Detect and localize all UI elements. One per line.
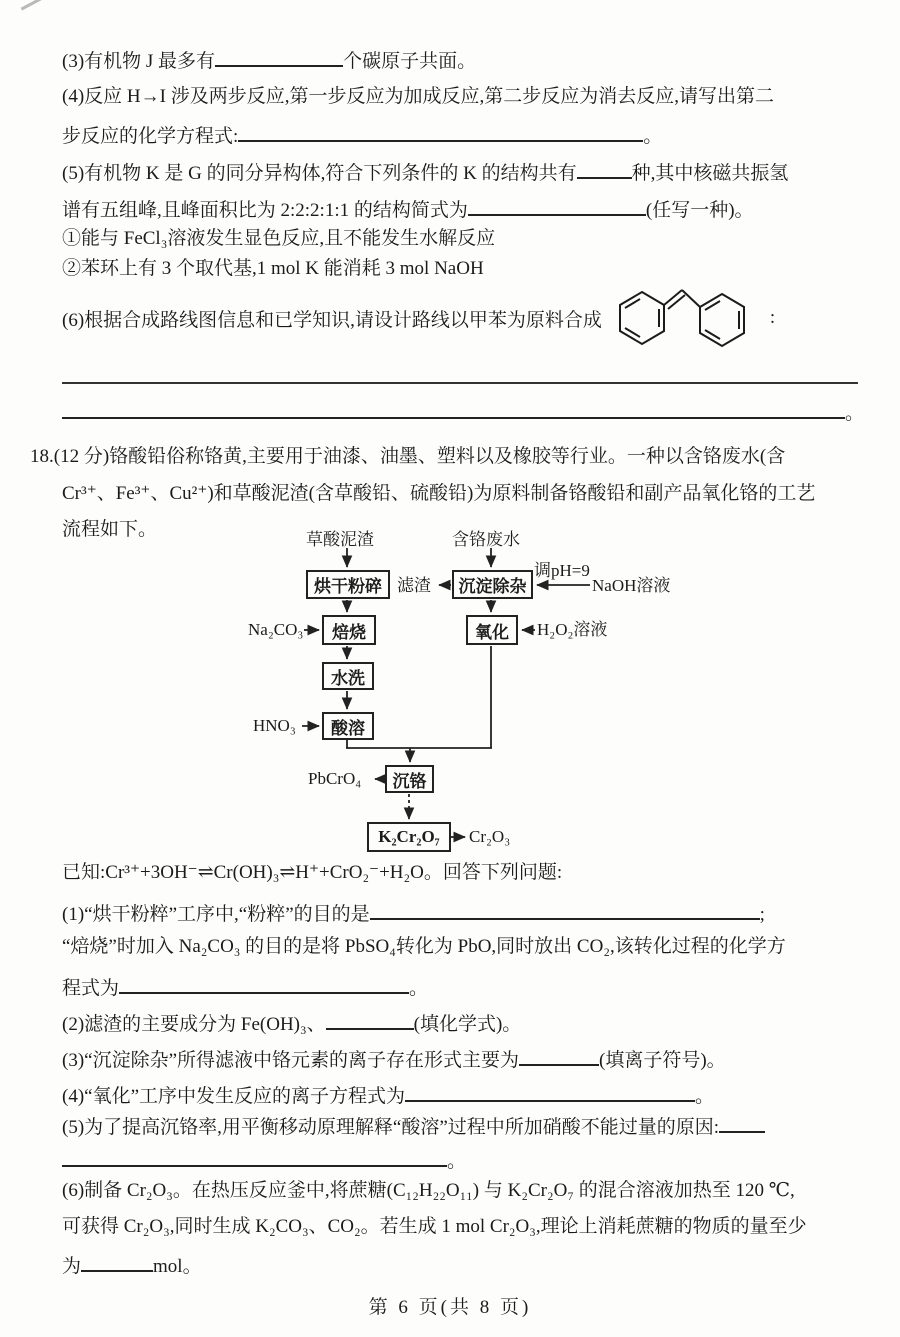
scan-artifact [21,0,44,10]
q18-q4-period: 。 [695,1086,715,1107]
q17-item6-text: (6)根据合成路线图信息和已学知识,请设计路线以甲苯为原料合成 [62,309,602,331]
q18-q5-text1: (5)为了提高沉铬率,用平衡移动原理解释“酸溶”过程中所加硝酸不能过量的原因: [62,1117,720,1138]
flow-label-naoh-solution: NaOH溶液 [592,576,671,595]
q18-intro-line2 [62,483,815,505]
q17-item5-text4: (任写一种)。 [645,200,754,221]
q17-condition2-text: ②苯环上有 3 个取代基,1 mol K 能消耗 3 mol NaOH [62,258,484,279]
flow-box-oxidize: 氧化 [466,615,518,645]
q18-q6-line1 [62,1180,795,1202]
q17-condition1-text: ①能与 FeCl₃溶液发生显色反应,且不能发生水解反应 [62,228,496,249]
flow-box-dry-crush: 烘干粉碎 [306,570,390,599]
q18-intro-text2: Cr³⁺、Fe³⁺、Cu²⁺)和草酸泥渣(含草酸铅、硫酸铅)为原料制备铬酸铅和副产品氧化铬的工艺 [62,483,816,504]
q17-item4-period: 。 [643,126,663,147]
process-flowchart [240,528,700,863]
q18-q1-semicolon: ; [759,904,765,925]
answer-rule-period: 。 [845,403,865,424]
answer-rule-2-line [62,398,864,425]
q18-q5-line2 [62,1146,466,1173]
flow-label-hno3: HNO₃ [253,716,296,735]
page-number: 第 6 页(共 8 页) [368,1297,532,1318]
q17-condition1 [62,228,495,250]
flow-label-na2co3: Na₂CO₃ [248,620,304,639]
answer-blank [119,973,409,994]
q18-intro-line1 [30,446,785,468]
flow-label-cr2o3: Cr₂O₃ [469,827,511,846]
q18-q1-text2: “焙烧”时加入 Na₂CO₃ 的目的是将 PbSO₄转化为 PbO,同时放出 CO₂,该转化过程的化学方 [62,936,786,957]
q17-item3-line [62,46,476,73]
answer-blank [62,1146,447,1167]
q18-q1-line2 [62,936,786,958]
q18-q2-line [62,1009,521,1036]
answer-blank [519,1045,599,1066]
q18-known-text: 已知:Cr³⁺+3OH⁻⇌Cr(OH)₃⇌H⁺+CrO₂⁻+H₂O。回答下列问题: [62,862,563,883]
answer-rule-2 [62,398,845,419]
q18-q3-line [62,1045,726,1072]
flow-label-h2o2-solution: H₂O₂溶液 [537,620,608,639]
flow-label-pbcro4: PbCrO₄ [308,769,362,788]
q17-item5-text2: 种,其中核磁共振氢 [631,163,789,184]
flow-input-chromium-wastewater: 含铬废水 [452,530,520,549]
answer-rule-1 [62,382,858,384]
flow-box-k2cr2o7: K₂Cr₂O₇ [367,822,451,852]
q18-q4-text1: (4)“氧化”工序中发生反应的离子方程式为 [62,1086,406,1107]
q18-q6-line3 [62,1251,202,1278]
flow-box-precipitate-impurity: 沉淀除杂 [452,570,533,599]
q18-q3-text2: (填离子符号)。 [599,1050,726,1071]
answer-blank [215,46,343,67]
q18-q6-text4: mol。 [153,1256,202,1277]
q18-intro-line3 [62,519,157,541]
flow-input-oxalic-sludge: 草酸泥渣 [306,530,374,549]
q17-item6-line [62,280,775,356]
q17-item4-line2 [62,121,662,148]
answer-blank [405,1081,695,1102]
answer-blank [326,1009,414,1030]
answer-blank [719,1112,765,1133]
q17-item4-text2: 步反应的化学方程式: [62,126,239,147]
q18-q1-text1: (1)“烘干粉粹”工序中,“粉粹”的目的是 [62,904,370,925]
q18-q1-line3 [62,973,428,1000]
answer-blank [468,195,646,216]
q18-q2-text2: (填化学式)。 [413,1014,522,1035]
q17-item4-text1: (4)反应 H→I 涉及两步反应,第一步反应为加成反应,第二步反应为消去反应,请写出第二 [62,86,774,107]
q17-item5-text3: 谱有五组峰,且峰面积比为 2:2:2:1:1 的结构简式为 [62,200,468,221]
q17-item5-line1 [62,158,788,185]
q18-intro-text1: 18.(12 分)铬酸铅俗称铬黄,主要用于油漆、油墨、塑料以及橡胶等行业。一种以含铬废水(含 [30,446,786,467]
q18-q1-period: 。 [409,978,429,999]
q18-q5-line1 [62,1112,765,1139]
q18-q1-text3: 程式为 [62,978,120,999]
flow-box-water-wash: 水洗 [322,662,374,690]
stilbene-structure [602,280,770,356]
answer-blank [238,121,643,142]
q18-q5-period: 。 [447,1151,467,1172]
q18-q6-text3: 为 [62,1256,82,1277]
answer-blank [577,158,632,179]
q17-condition2 [62,258,484,280]
q18-known-equation [62,862,562,884]
flow-label-filter-residue: 滤渣 [397,576,431,595]
flow-box-roast: 焙烧 [322,615,376,645]
q17-item3-text: (3)有机物 J 最多有 [62,51,216,72]
q18-q6-line2 [62,1216,807,1238]
q17-item5-line2 [62,195,754,222]
q17-item4-line1 [62,86,774,108]
q18-q4-line [62,1081,714,1108]
q17-item6-colon: : [769,307,776,328]
flow-box-precipitate-chromium: 沉铬 [385,765,434,793]
q18-q3-text1: (3)“沉淀除杂”所得滤液中铬元素的离子存在形式主要为 [62,1050,520,1071]
q17-item5-text1: (5)有机物 K 是 G 的同分异构体,符合下列条件的 K 的结构共有 [62,163,577,184]
answer-blank [81,1251,153,1272]
flow-label-adjust-ph: 调pH=9 [534,561,590,580]
flow-box-acid-dissolve: 酸溶 [322,712,374,740]
q18-q2-text1: (2)滤渣的主要成分为 Fe(OH)₃、 [62,1014,326,1035]
q18-q6-text1: (6)制备 Cr₂O₃。在热压反应釜中,将蔗糖(C₁₂H₂₂O₁₁) 与 K₂Cr₂O₇ 的混合溶液加热至 120 ℃, [62,1180,795,1201]
q17-item3-text2: 个碳原子共面。 [343,51,477,72]
answer-blank [370,899,760,920]
q18-intro-text3: 流程如下。 [62,519,158,540]
q18-q1-line1 [62,899,765,926]
q18-q6-text2: 可获得 Cr₂O₃,同时生成 K₂CO₃、CO₂。若生成 1 mol Cr₂O₃,理论上消耗蔗糖的物质的量至少 [62,1216,807,1237]
